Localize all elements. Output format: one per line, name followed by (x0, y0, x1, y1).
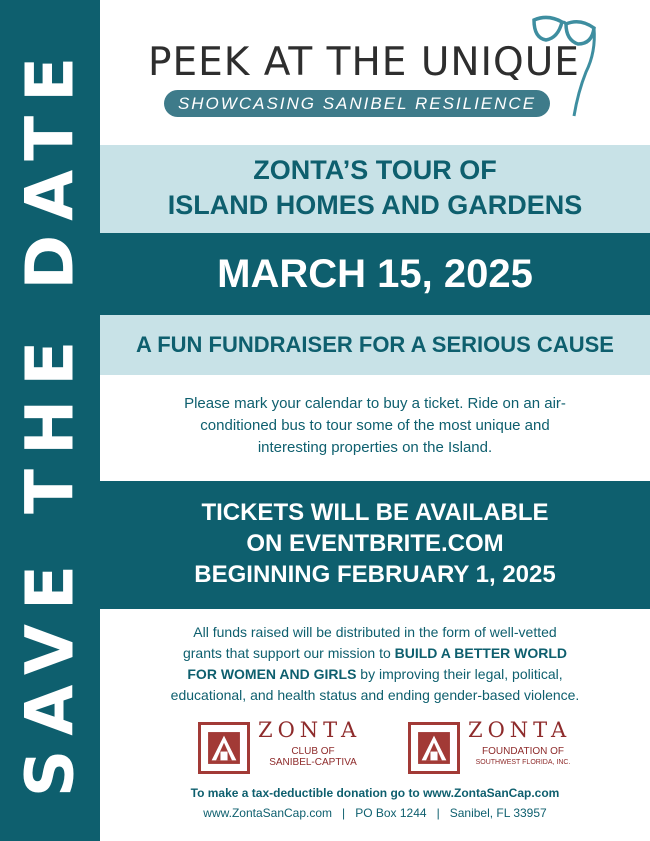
side-bar (0, 0, 100, 841)
mission-line-3 (100, 664, 650, 685)
zonta-club-sub-1: CLUB OF (291, 746, 335, 757)
logo-title: PEEK AT THE UNIQUE (148, 40, 580, 85)
zonta-club-subtitle (258, 746, 368, 768)
cause-heading: A FUN FUNDRAISER FOR A SERIOUS CAUSE (136, 332, 614, 357)
city-address: Sanibel, FL 33957 (449, 806, 547, 820)
intro-line-2: conditioned bus to tour some of the most unique and (200, 417, 550, 434)
mission-line-3-text: by improving their legal, political, (356, 666, 563, 682)
event-date-band (100, 233, 650, 315)
po-box: PO Box 1244 (355, 806, 427, 820)
mission-paragraph (100, 622, 650, 706)
zonta-club-name: ZONTA (258, 718, 362, 742)
event-logo (100, 0, 650, 145)
logo-tagline: SHOWCASING SANIBEL RESILIENCE (164, 90, 550, 117)
tickets-line-3: BEGINNING FEBRUARY 1, 2025 (194, 561, 556, 588)
zonta-foundation-name: ZONTA (468, 718, 572, 742)
contact-line (100, 806, 650, 820)
donation-note: To make a tax-deductible donation go to www.ZontaSanCap.com (190, 786, 560, 800)
zonta-foundation-sub-1: FOUNDATION OF (481, 746, 565, 757)
tour-title-line-2: ISLAND HOMES AND GARDENS (167, 190, 583, 220)
intro-paragraph (100, 393, 650, 459)
save-the-date-vertical-text: SAVE THE DATE (11, 42, 89, 798)
tickets-line-2: ON EVENTBRITE.COM (246, 530, 504, 557)
mission-line-2-text: grants that support our mission to (182, 645, 395, 661)
mission-emphasis-1: BUILD A BETTER WORLD (394, 645, 568, 661)
intro-line-3: interesting properties on the Island. (257, 439, 493, 456)
cause-band (100, 315, 650, 375)
mission-line-4: educational, and health status and ending gender-based violence. (170, 687, 580, 703)
mission-line-1: All funds raised will be distributed in the form of well-vetted (193, 624, 557, 640)
zonta-emblem-icon (408, 722, 460, 774)
intro-line-1: Please mark your calendar to buy a ticket. Ride on an air- (184, 395, 566, 412)
tickets-band (100, 481, 650, 609)
zonta-foundation-sub-2: SOUTHWEST FLORIDA, INC. (475, 759, 571, 766)
separator: | (436, 806, 440, 820)
mission-emphasis-2: FOR WOMEN AND GIRLS (187, 666, 357, 682)
tour-title-band (100, 145, 650, 233)
zonta-foundation-subtitle (468, 746, 578, 768)
zonta-club-sub-2: SANIBEL-CAPTIVA (269, 757, 357, 768)
event-date: MARCH 15, 2025 (217, 252, 533, 296)
separator: | (342, 806, 346, 820)
tickets-line-1: TICKETS WILL BE AVAILABLE (201, 499, 549, 526)
website-link[interactable]: www.ZontaSanCap.com (203, 806, 333, 820)
mission-line-2 (100, 643, 650, 664)
tour-title-line-1: ZONTA’S TOUR OF (253, 155, 497, 185)
zonta-emblem-icon (198, 722, 250, 774)
